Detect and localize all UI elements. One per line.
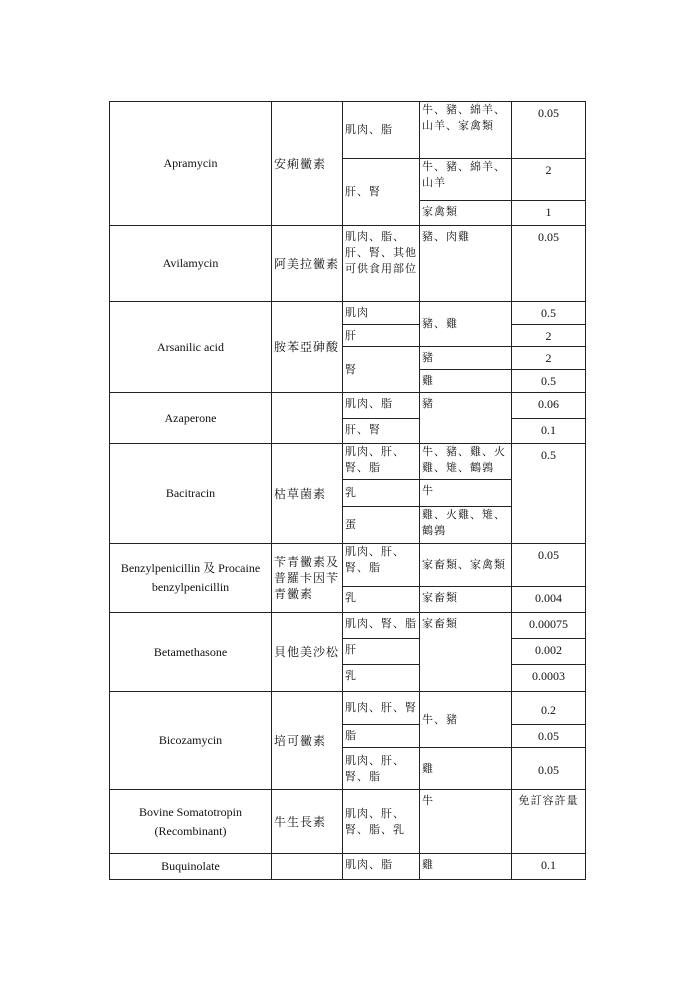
table-row — [110, 790, 586, 854]
tissue-cell: 乳 — [343, 665, 420, 692]
mrl-value: 2 — [512, 325, 586, 347]
drug-chinese-name: 培可黴素 — [272, 692, 343, 790]
drug-name: Buquinolate — [110, 854, 272, 880]
species-cell: 家畜類 — [420, 613, 512, 692]
mrl-value: 0.05 — [512, 226, 586, 302]
drug-chinese-name: 枯草菌素 — [272, 444, 343, 544]
species-cell: 豬、肉雞 — [420, 226, 512, 302]
mrl-table — [109, 101, 586, 880]
tissue-cell: 肌肉、肝、腎、脂、乳 — [343, 790, 420, 854]
table-row — [110, 302, 586, 325]
drug-name: Benzylpenicillin 及 Procaine benzylpenicillin — [110, 544, 272, 613]
species-cell: 牛、豬、綿羊、山羊 — [420, 159, 512, 201]
species-cell: 雞、火雞、雉、鶴鶉 — [420, 507, 512, 544]
species-cell: 豬 — [420, 393, 512, 444]
table-row — [110, 544, 586, 587]
mrl-value: 2 — [512, 347, 586, 370]
species-cell: 雞 — [420, 748, 512, 790]
tissue-cell: 肝、腎 — [343, 159, 420, 226]
drug-chinese-name: 苄青黴素及普羅卡因苄青黴素 — [272, 544, 343, 613]
tissue-cell: 肌肉 — [343, 302, 420, 325]
mrl-value: 0.1 — [512, 419, 586, 444]
mrl-value: 0.1 — [512, 854, 586, 880]
mrl-value: 0.5 — [512, 302, 586, 325]
drug-chinese-name: 安痢黴素 — [272, 102, 343, 226]
tissue-cell: 肌肉、脂 — [343, 102, 420, 159]
tissue-cell: 肌肉、脂、肝、腎、其他可供食用部位 — [343, 226, 420, 302]
species-cell: 雞 — [420, 370, 512, 393]
tissue-cell: 肌肉、腎、脂 — [343, 613, 420, 639]
tissue-cell: 肌肉、肝、腎、脂 — [343, 748, 420, 790]
mrl-value: 0.00075 — [512, 613, 586, 639]
species-cell: 雞 — [420, 854, 512, 880]
species-cell: 牛、豬、雞、火雞、雉、鶴鶉 — [420, 444, 512, 480]
tissue-cell: 肝、腎 — [343, 419, 420, 444]
mrl-value: 0.05 — [512, 102, 586, 159]
table-row — [110, 226, 586, 302]
species-cell: 家禽類 — [420, 201, 512, 226]
tissue-cell: 肌肉、肝、腎、脂 — [343, 544, 420, 587]
drug-name: Bacitracin — [110, 444, 272, 544]
species-cell: 家畜類、家禽類 — [420, 544, 512, 587]
mrl-value: 0.5 — [512, 444, 586, 544]
drug-chinese-name — [272, 393, 343, 444]
drug-name: Azaperone — [110, 393, 272, 444]
table-row — [110, 854, 586, 880]
tissue-cell: 乳 — [343, 587, 420, 613]
mrl-value: 0.05 — [512, 748, 586, 790]
mrl-value: 0.5 — [512, 370, 586, 393]
mrl-value: 0.0003 — [512, 665, 586, 692]
table-row — [110, 444, 586, 480]
species-cell: 家畜類 — [420, 587, 512, 613]
tissue-cell: 肌肉、肝、腎、脂 — [343, 444, 420, 480]
mrl-value: 0.004 — [512, 587, 586, 613]
drug-chinese-name: 胺苯亞砷酸 — [272, 302, 343, 393]
drug-name: Betamethasone — [110, 613, 272, 692]
tissue-cell: 肝 — [343, 325, 420, 347]
mrl-value: 免訂容許量 — [512, 790, 586, 854]
drug-name: Apramycin — [110, 102, 272, 226]
mrl-value: 0.06 — [512, 393, 586, 419]
tissue-cell: 肌肉、肝、腎 — [343, 692, 420, 725]
tissue-cell: 腎 — [343, 347, 420, 393]
tissue-cell: 脂 — [343, 725, 420, 748]
species-cell: 牛 — [420, 790, 512, 854]
drug-name: Arsanilic acid — [110, 302, 272, 393]
species-cell: 豬、雞 — [420, 302, 512, 347]
drug-name: Bovine Somatotropin (Recombinant) — [110, 790, 272, 854]
mrl-value: 1 — [512, 201, 586, 226]
mrl-value: 0.2 — [512, 692, 586, 725]
mrl-value: 0.05 — [512, 725, 586, 748]
tissue-cell: 肌肉、脂 — [343, 393, 420, 419]
tissue-cell: 乳 — [343, 480, 420, 507]
species-cell: 牛、豬、綿羊、山羊、家禽類 — [420, 102, 512, 159]
species-cell: 豬 — [420, 347, 512, 370]
drug-chinese-name: 貝他美沙松 — [272, 613, 343, 692]
drug-name: Bicozamycin — [110, 692, 272, 790]
table-row — [110, 102, 586, 159]
table-row — [110, 613, 586, 639]
drug-chinese-name: 牛生長素 — [272, 790, 343, 854]
species-cell: 牛、豬 — [420, 692, 512, 748]
mrl-value: 2 — [512, 159, 586, 201]
tissue-cell: 蛋 — [343, 507, 420, 544]
table-row — [110, 393, 586, 419]
table-row — [110, 692, 586, 725]
tissue-cell: 肌肉、脂 — [343, 854, 420, 880]
tissue-cell: 肝 — [343, 639, 420, 665]
drug-chinese-name — [272, 854, 343, 880]
mrl-value: 0.002 — [512, 639, 586, 665]
species-cell: 牛 — [420, 480, 512, 507]
mrl-value: 0.05 — [512, 544, 586, 587]
drug-chinese-name: 阿美拉黴素 — [272, 226, 343, 302]
drug-name: Avilamycin — [110, 226, 272, 302]
